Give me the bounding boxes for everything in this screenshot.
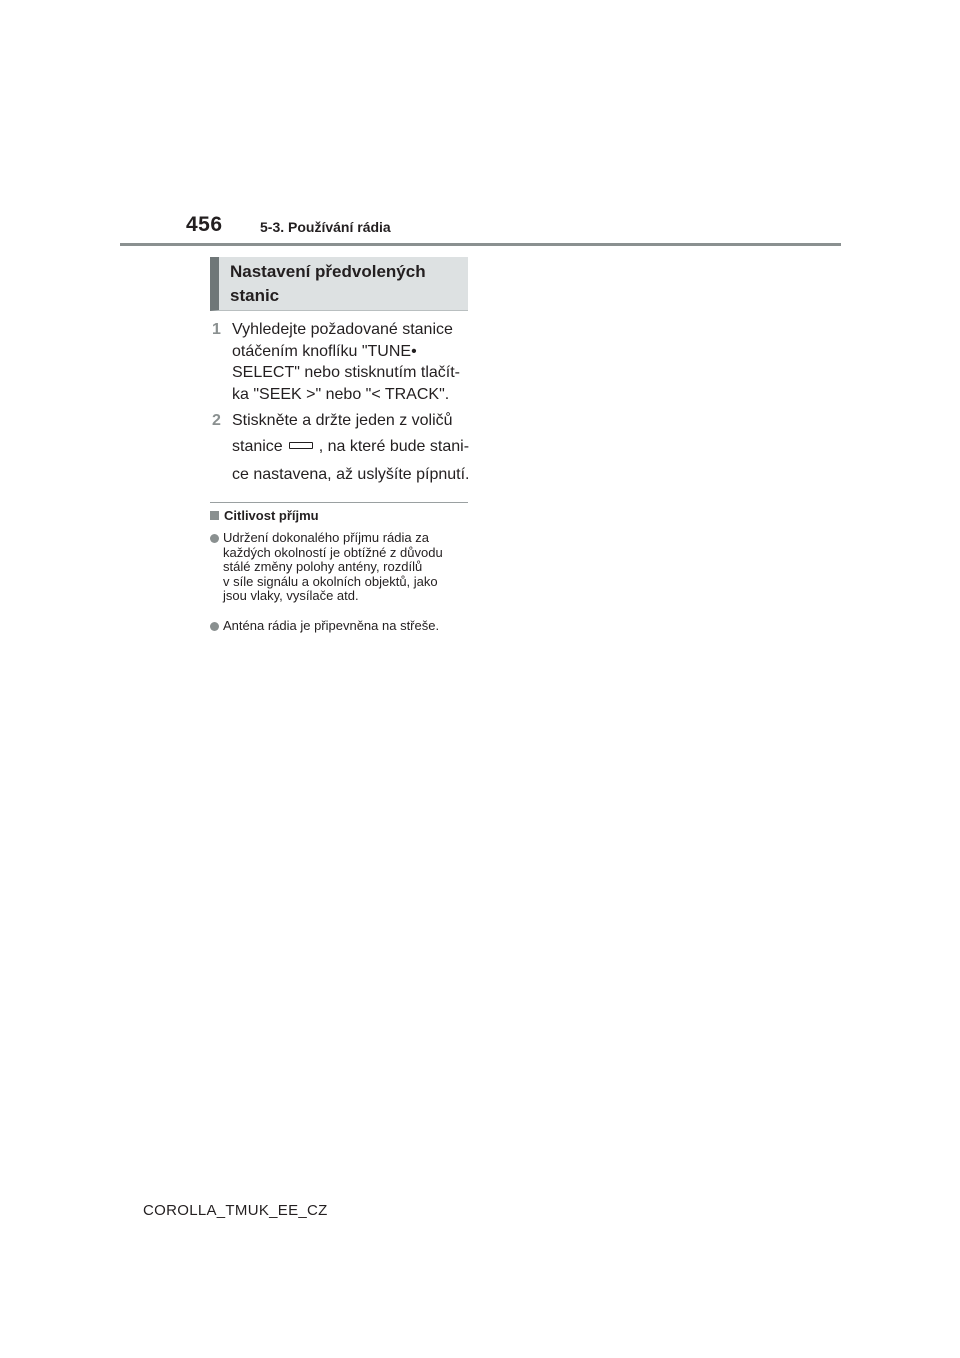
step-text (232, 410, 472, 488)
step-1-line-3: SELECT" nebo stisknutím tlačít- (232, 364, 460, 381)
step-1-line-4: ka "SEEK >" nebo "< TRACK". (232, 385, 450, 403)
header-divider (120, 243, 841, 246)
page-number: 456 (186, 213, 223, 236)
note-heading (210, 508, 319, 523)
station-preset-button-icon (289, 442, 313, 449)
subsection-heading-text (230, 260, 468, 308)
square-bullet-icon (210, 511, 219, 520)
step-text (232, 319, 472, 405)
note-bullet-2 (210, 619, 472, 634)
subsection-heading (210, 257, 468, 311)
step-2-line-3: ce nastavena, až uslyšíte pípnutí. (232, 466, 470, 483)
bullet-1-line-2: každých okolností je obtížné z důvodu (223, 544, 443, 560)
step-number: 1 (212, 321, 221, 338)
bullet-2-line-1: Anténa rádia je připevněna na střeše. (223, 618, 440, 633)
step-1-line-2: otáčením knoflíku "TUNE• (232, 342, 417, 360)
circle-bullet-icon (210, 622, 219, 631)
bullet-1-line-4: v síle signálu a okolních objektů, jako (223, 573, 438, 589)
bullet-text (223, 619, 472, 634)
circle-bullet-icon (210, 534, 219, 543)
step-2 (212, 410, 472, 488)
bullet-1-line-1: Udržení dokonalého příjmu rádia za (223, 530, 429, 545)
step-2-line-2-end: , na které bude stani- (318, 438, 470, 455)
heading-line-1: Nastavení předvolených (230, 262, 426, 281)
bullet-text (223, 531, 472, 604)
step-2-line-2 (232, 432, 472, 462)
section-title: 5-3. Používání rádia (260, 219, 391, 235)
step-number: 2 (212, 412, 221, 429)
manual-code-footer: COROLLA_TMUK_EE_CZ (143, 1202, 328, 1219)
bullet-1-line-3: stálé změny polohy antény, rozdílů (223, 559, 423, 574)
step-1 (212, 319, 472, 405)
step-2-line-2-start: stanice (232, 438, 283, 455)
note-divider (210, 502, 468, 503)
note-bullet-1 (210, 531, 472, 604)
step-2-line-1: Stiskněte a držte jeden z voličů (232, 412, 453, 429)
note-heading-text: Citlivost příjmu (224, 508, 319, 523)
step-1-line-1: Vyhledejte požadované stanice (232, 321, 453, 338)
bullet-1-line-5: jsou vlaky, vysílače atd. (223, 588, 359, 603)
heading-line-2: stanic (230, 286, 280, 305)
